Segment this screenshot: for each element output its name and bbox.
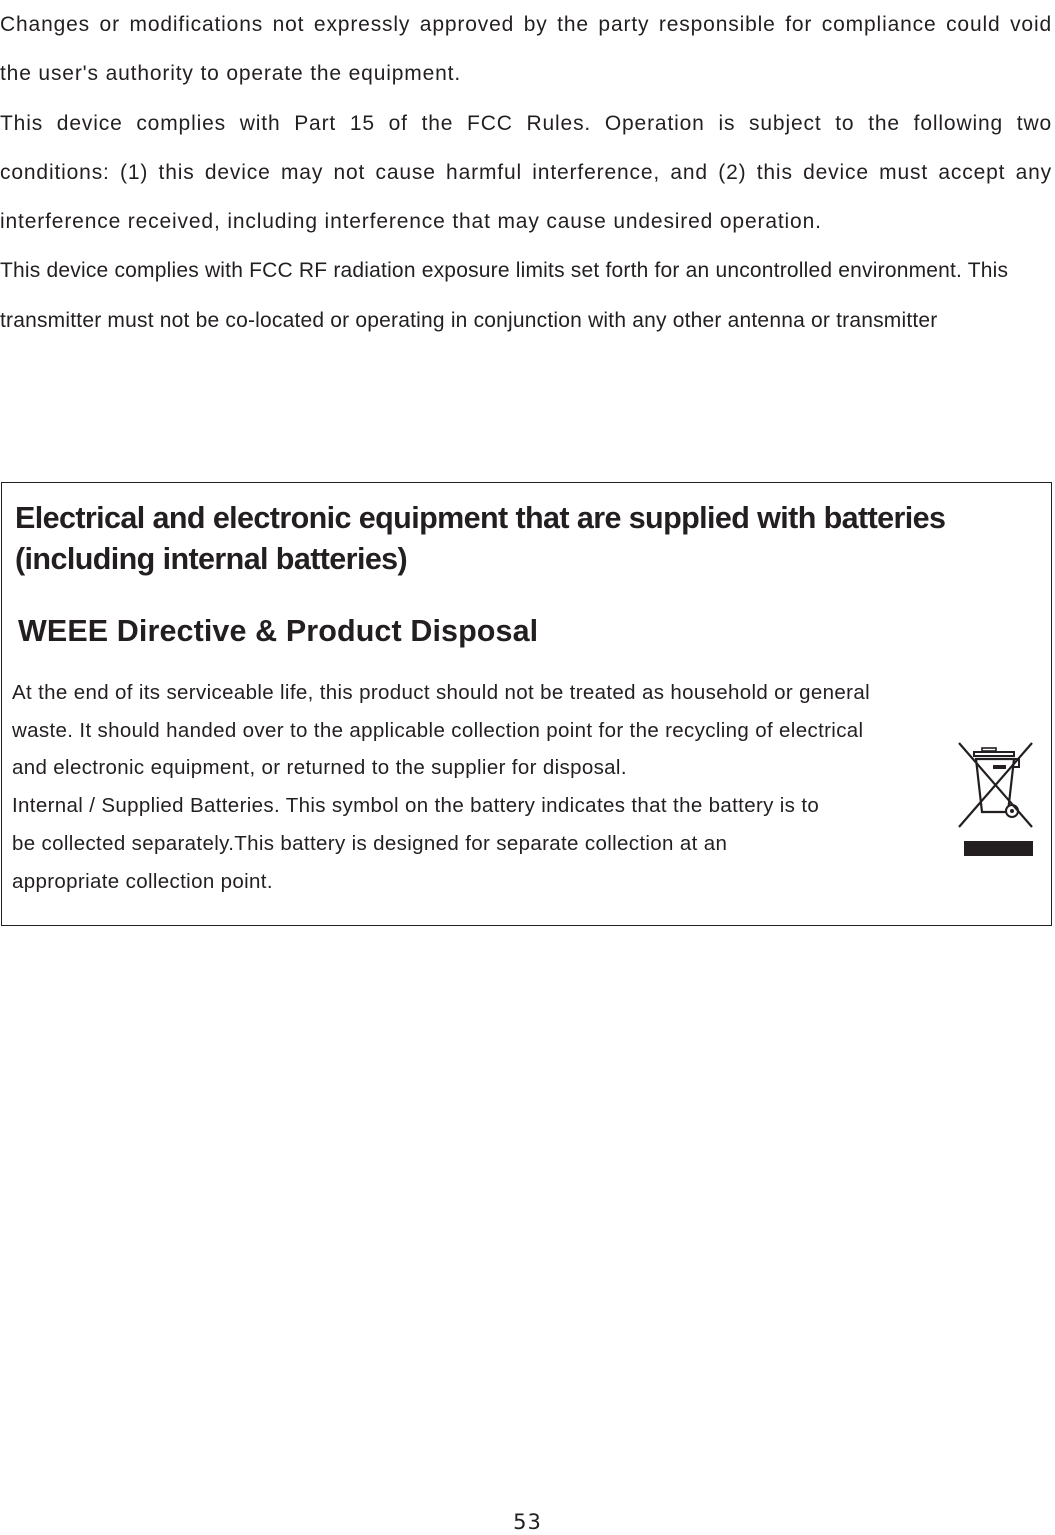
fcc-rf-exposure-text: This device complies with FCC RF radiation exposure limits set forth for an uncontrolled environment. This transmitter must not be co-located or operating in conjunction with any other antenna or transmitter <box>0 259 1009 332</box>
weee-body-line: Internal / Supplied Batteries. This symbol on the battery indicates that the battery is to <box>12 794 820 818</box>
crossed-out-wheelie-bin-icon <box>954 738 1036 863</box>
weee-body-line: At the end of its serviceable life, this product should not be treated as household or general <box>12 681 870 704</box>
weee-notice-box <box>1 482 1052 926</box>
weee-body-text <box>12 674 1002 900</box>
weee-body-line: waste. It should handed over to the applicable collection point for the recycling of electrical <box>12 718 864 742</box>
fcc-part15-paragraph: This device complies with Part 15 of the FCC Rules. Operation is subject to the following two conditions: (1) this device may not cause harmful interference, and (2) this device must accept any interference received, including interference that may cause undesired operation. <box>0 111 1052 234</box>
fcc-statement <box>0 0 1052 345</box>
page-number: 53 <box>513 1510 542 1534</box>
weee-body-line: be collected separately.This battery is designed for separate collection at an <box>12 831 728 855</box>
weee-body-line: appropriate collection point. <box>12 869 273 893</box>
fcc-rf-exposure-paragraph <box>0 246 1052 345</box>
weee-body-line: and electronic equipment, or returned to the supplier for disposal. <box>12 756 627 780</box>
weee-subheading: WEEE Directive & Product Disposal <box>18 614 539 648</box>
weee-heading: Electrical and electronic equipment that are supplied with batteries (including internal batteries) <box>15 501 946 576</box>
fcc-modifications-paragraph: Changes or modifications not expressly approved by the party responsible for compliance could void the user's authority to operate the equipment. <box>0 13 1052 86</box>
